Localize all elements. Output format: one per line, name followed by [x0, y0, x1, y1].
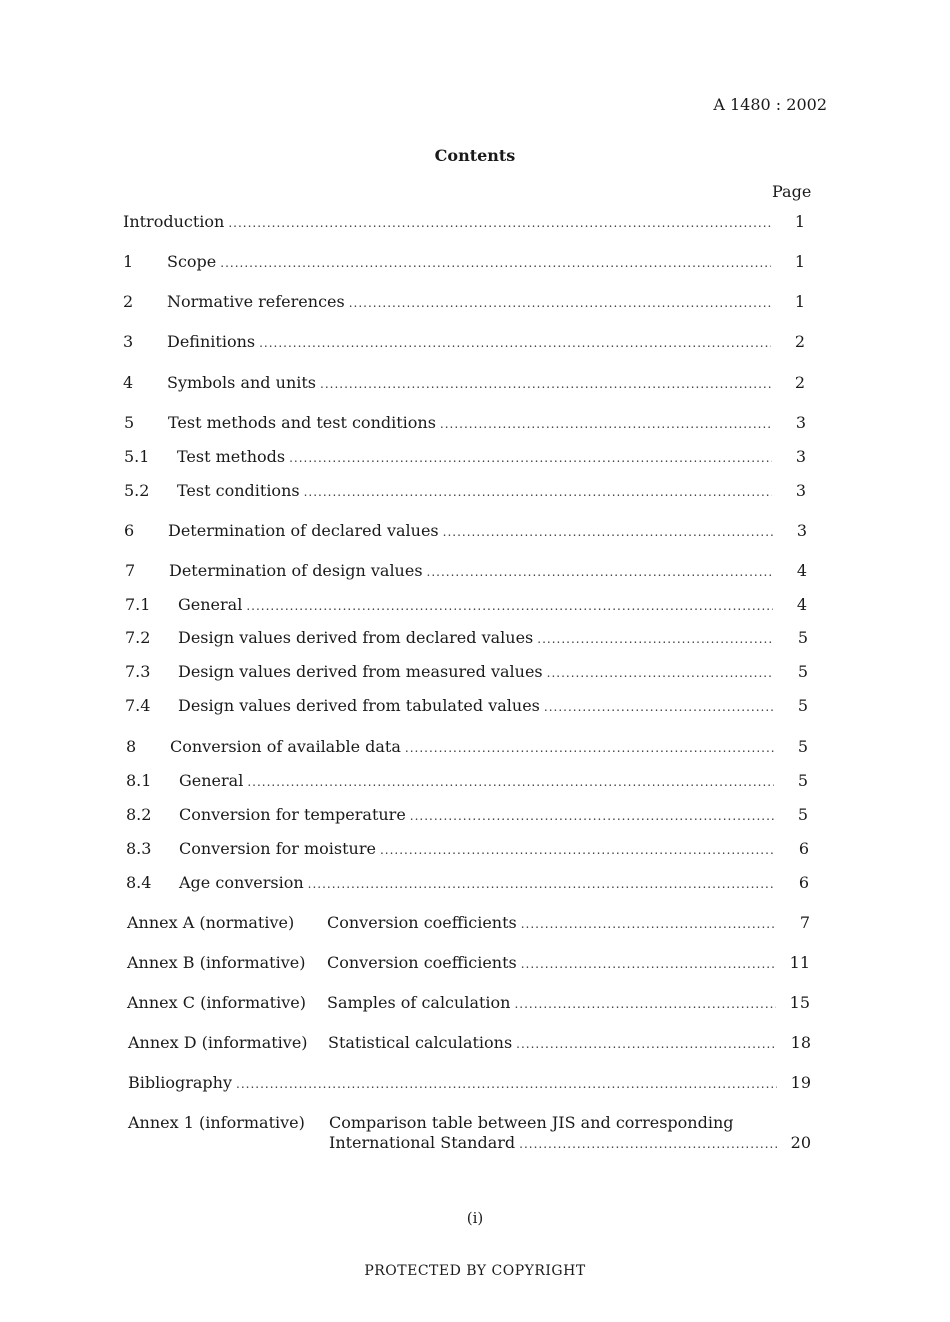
toc-entry-label: Test conditions: [177, 481, 300, 500]
leader-dots: [380, 840, 775, 860]
leader-dots: [228, 213, 771, 233]
toc-entry-8-2[interactable]: [126, 805, 808, 826]
toc-entry-page: 1: [794, 212, 805, 231]
toc-entry-7-4[interactable]: [125, 696, 808, 717]
toc-entry-label: Determination of design values: [169, 561, 423, 580]
toc-entry-page: 4: [796, 595, 807, 614]
toc-entry-number: 7.4: [125, 696, 151, 715]
toc-entry-8-1[interactable]: [126, 771, 808, 792]
leader-dots: [349, 293, 771, 313]
leader-dots: [405, 738, 774, 758]
toc-entry-page: 1: [794, 292, 805, 311]
toc-entry-page: 3: [795, 413, 806, 432]
toc-entry-label: Conversion coefficients: [327, 953, 517, 972]
leader-dots: [440, 414, 772, 434]
toc-entry-5-2[interactable]: [124, 481, 806, 502]
toc-entry-7[interactable]: [125, 561, 807, 582]
toc-entry-2[interactable]: [123, 292, 805, 313]
toc-entry-label: Introduction: [123, 212, 225, 231]
toc-entry-page: 5: [797, 696, 808, 715]
document-id: A 1480 : 2002: [713, 95, 827, 114]
page-title: Contents: [434, 146, 516, 165]
toc-entry-number: 8.1: [126, 771, 152, 790]
toc-entry-label: Conversion for moisture: [179, 839, 376, 858]
toc-entry-page: 3: [796, 521, 807, 540]
page-number: (i): [466, 1209, 484, 1227]
toc-entry-label-line1: Comparison table between JIS and corresponding: [329, 1113, 734, 1132]
leader-dots: [320, 374, 771, 394]
toc-entry-5-1[interactable]: [124, 447, 806, 468]
toc-annex-d[interactable]: [128, 1033, 811, 1054]
toc-entry-page: 15: [789, 993, 810, 1012]
toc-entry-label: Definitions: [167, 332, 256, 351]
toc-entry-page: 3: [795, 447, 806, 466]
toc-entry-bibliography[interactable]: [128, 1073, 811, 1094]
toc-entry-number: 1: [123, 252, 134, 271]
toc-entry-8-4[interactable]: [126, 873, 809, 894]
toc-annex-c[interactable]: [127, 993, 810, 1014]
toc-entry-number: 8.2: [126, 805, 152, 824]
toc-entry-label: Design values derived from declared values: [178, 628, 534, 647]
toc-annex-b[interactable]: [127, 953, 810, 974]
toc-entry-page: 18: [790, 1033, 811, 1052]
toc-entry-page: 20: [790, 1133, 811, 1152]
toc-entry-number: 7.1: [125, 595, 151, 614]
toc-entry-label: Normative references: [167, 292, 345, 311]
toc-annex-name: Annex D (informative): [128, 1033, 308, 1052]
leader-dots: [308, 874, 775, 894]
toc-entry-page: 7: [799, 913, 810, 932]
toc-entry-number: 7.2: [125, 628, 151, 647]
toc-entry-page: 4: [796, 561, 807, 580]
toc-entry-label: Scope: [167, 252, 217, 271]
toc-entry-number: 8.3: [126, 839, 152, 858]
toc-entry-5[interactable]: [124, 413, 806, 434]
leader-dots: [521, 914, 776, 934]
leader-dots: [537, 629, 774, 649]
toc-entry-6[interactable]: [124, 521, 807, 542]
toc-entry-label: Design values derived from tabulated values: [178, 696, 540, 715]
leader-dots: [443, 522, 773, 542]
toc-entry-number: 6: [124, 521, 135, 540]
leader-dots: [289, 448, 772, 468]
toc-entry-label: General: [178, 595, 243, 614]
toc-entry-label: Bibliography: [128, 1073, 232, 1092]
toc-entry-introduction[interactable]: [123, 212, 805, 233]
toc-entry-page: 2: [794, 332, 805, 351]
toc-entry-number: 8.4: [126, 873, 152, 892]
toc-annex-a[interactable]: [127, 913, 810, 934]
toc-entry-label: Test methods and test conditions: [168, 413, 436, 432]
leader-dots: [547, 663, 774, 683]
toc-entry-label: Statistical calculations: [328, 1033, 513, 1052]
leader-dots: [544, 697, 774, 717]
toc-annex-name: Annex A (normative): [127, 913, 295, 932]
leader-dots: [247, 772, 774, 792]
toc-entry-3[interactable]: [123, 332, 805, 353]
copyright-notice: PROTECTED BY COPYRIGHT: [364, 1263, 586, 1279]
toc-entry-8[interactable]: [126, 737, 808, 758]
toc-entry-number: 3: [123, 332, 134, 351]
toc-entry-label: Conversion of available data: [170, 737, 401, 756]
toc-entry-page: 5: [797, 662, 808, 681]
toc-entry-1[interactable]: [123, 252, 805, 273]
leader-dots: [519, 1134, 777, 1154]
toc-annex-name: Annex C (informative): [127, 993, 306, 1012]
toc-entry-number: 7: [125, 561, 136, 580]
toc-entry-4[interactable]: [123, 373, 805, 394]
leader-dots: [427, 562, 773, 582]
toc-entry-number: 4: [123, 373, 134, 392]
toc-entry-label-line2: International Standard: [329, 1133, 516, 1152]
toc-entry-label: General: [179, 771, 244, 790]
toc-entry-number: 5.2: [124, 481, 150, 500]
toc-entry-7-1[interactable]: [125, 595, 807, 616]
toc-entry-number: 8: [126, 737, 137, 756]
leader-dots: [514, 994, 776, 1014]
leader-dots: [259, 333, 771, 353]
toc-entry-label: Samples of calculation: [327, 993, 511, 1012]
toc-entry-label: Conversion coefficients: [327, 913, 517, 932]
toc-entry-page: 19: [790, 1073, 811, 1092]
toc-entry-page: 1: [794, 252, 805, 271]
toc-entry-label: Symbols and units: [167, 373, 316, 392]
toc-annex-1[interactable]: [128, 1113, 811, 1157]
page-column-header: Page: [772, 182, 812, 201]
toc-entry-page: 2: [794, 373, 805, 392]
toc-entry-page: 5: [797, 805, 808, 824]
toc-entry-page: 5: [797, 737, 808, 756]
leader-dots: [516, 1034, 777, 1054]
toc-entry-page: 5: [797, 628, 808, 647]
leader-dots: [236, 1074, 777, 1094]
toc-entry-number: 5.1: [124, 447, 150, 466]
toc-entry-number: 7.3: [125, 662, 151, 681]
toc-entry-label: Conversion for temperature: [179, 805, 406, 824]
toc-entry-number: 2: [123, 292, 134, 311]
toc-entry-8-3[interactable]: [126, 839, 809, 860]
toc-entry-label: Determination of declared values: [168, 521, 439, 540]
leader-dots: [246, 596, 773, 616]
toc-entry-page: 6: [798, 839, 809, 858]
toc-entry-number: 5: [124, 413, 135, 432]
toc-entry-page: 6: [798, 873, 809, 892]
toc-entry-7-2[interactable]: [125, 628, 808, 649]
leader-dots: [220, 253, 771, 273]
leader-dots: [410, 806, 774, 826]
leader-dots: [304, 482, 772, 502]
toc-entry-page: 3: [795, 481, 806, 500]
toc-entry-page: 5: [797, 771, 808, 790]
toc-annex-name: Annex 1 (informative): [128, 1113, 305, 1132]
toc-entry-page: 11: [789, 953, 810, 972]
leader-dots: [521, 954, 776, 974]
toc-entry-label: Design values derived from measured values: [178, 662, 543, 681]
toc-annex-name: Annex B (informative): [127, 953, 306, 972]
toc-entry-7-3[interactable]: [125, 662, 808, 683]
toc-entry-label: Age conversion: [179, 873, 304, 892]
toc-entry-label: Test methods: [177, 447, 286, 466]
